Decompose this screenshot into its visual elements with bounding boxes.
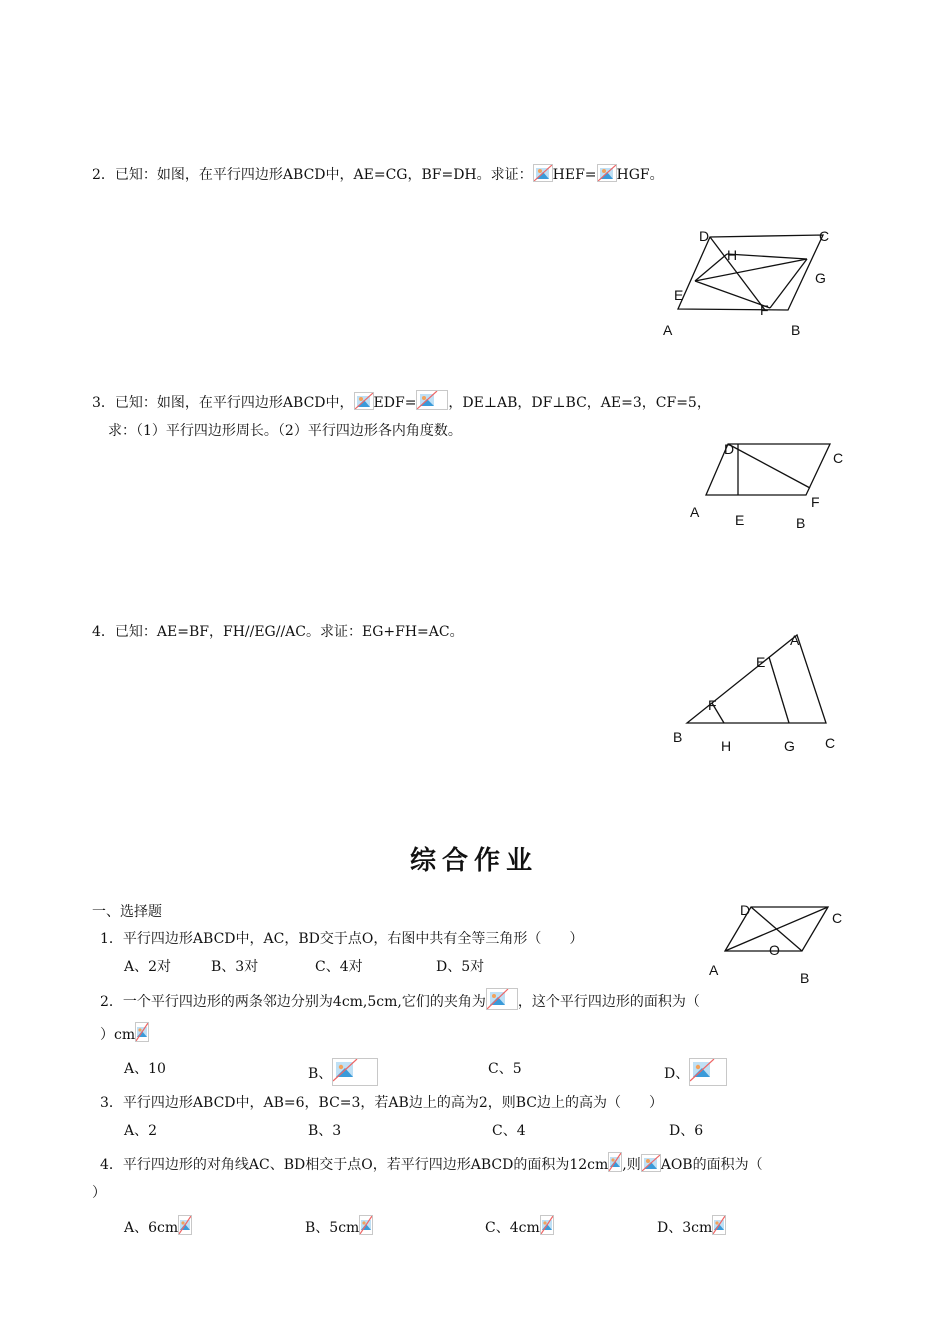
broken-image-icon [135,1022,149,1042]
question-4-option-d-label: D、3cm [657,1220,713,1236]
broken-image-icon [332,1058,378,1086]
problem-3-angle-edf: EDF= [373,395,417,411]
question-2-option-b-label: B、 [308,1066,333,1082]
question-2-option-b[interactable] [308,1058,378,1086]
problem-2-text [92,164,664,184]
label-b: B [796,515,806,531]
question-4-option-a-label: A、6cm [124,1220,179,1236]
section-title: 综合作业 [410,846,539,876]
question-2-option-c[interactable]: C、5 [488,1061,522,1077]
broken-image-icon [608,1152,622,1172]
question-4-option-b[interactable] [305,1215,373,1237]
label-h: H [727,247,738,263]
broken-image-icon [416,390,448,410]
broken-image-icon [486,988,518,1010]
label-c: C [825,735,836,751]
problem-4-text [92,623,464,641]
question-4-option-c[interactable] [485,1215,554,1237]
label-a: A [709,962,719,978]
problem-3-figure [680,435,850,535]
question-4-option-d[interactable] [657,1215,726,1237]
broken-image-icon [533,164,553,182]
label-b: B [800,970,810,986]
question-2-stem-line2 [100,1022,149,1044]
problem-4-statement: 已知：AE=BF，FH//EG//AC。求证：EG+FH=AC。 [114,624,464,640]
question-1-option-c[interactable]: C、4对 [315,959,363,975]
label-e: E [674,287,684,303]
label-b: B [791,322,801,338]
question-1-option-d[interactable]: D、5对 [436,959,485,975]
broken-image-icon [712,1215,726,1235]
label-h: H [721,738,732,754]
broken-image-icon [641,1154,661,1172]
question-3-option-d[interactable]: D、6 [669,1123,704,1139]
question-2-option-d[interactable] [664,1058,727,1086]
question-2-stem-part-b: ，这个平行四边形的面积为（ [517,994,700,1010]
broken-image-icon [689,1058,727,1086]
label-a: A [790,632,800,648]
problem-3-conditions: ，DE⊥AB，DF⊥BC，AE=3，CF=5， [448,395,711,411]
question-4-stem [100,1152,763,1174]
label-e: E [756,654,766,670]
label-d: D [724,441,735,457]
problem-2-figure [655,222,835,347]
broken-image-icon [359,1215,373,1235]
label-f: F [811,494,820,510]
question-3-option-b[interactable]: B、3 [308,1123,342,1139]
question-2-option-d-label: D、 [664,1066,690,1082]
question-3-option-a[interactable]: A、2 [124,1123,158,1139]
question-4-stem-line2: ） [92,1185,106,1201]
question-4-stem-part-a: 4．平行四边形的对角线AC、BD相交于点O，若平行四边形ABCD的面积为12cm [100,1157,609,1173]
question-4-stem-part-c: AOB的面积为（ [660,1157,763,1173]
problem-2-angle-hef: HEF= [552,167,597,183]
question-4-option-b-label: B、5cm [305,1220,360,1236]
question-3-option-c[interactable]: C、4 [492,1123,526,1139]
question-4-stem-part-b: ,则 [622,1157,641,1173]
problem-2-number: 2． [92,167,115,183]
question-2-stem-part-c: ）cm [100,1027,136,1043]
label-o: O [769,942,780,958]
question-1-option-a[interactable]: A、2对 [124,959,172,975]
label-f: F [760,302,769,318]
problem-3-question: 求：（1）平行四边形周长。（2）平行四边形各内角度数。 [108,423,462,439]
section-heading: 一、选择题 [92,904,162,920]
label-a: A [690,504,700,520]
label-c: C [833,450,844,466]
problem-2-angle-hgf: HGF。 [616,167,664,183]
label-b: B [673,729,683,745]
problem-2-statement: 已知：如图，在平行四边形ABCD中，AE=CG，BF=DH。求证： [114,167,533,183]
problem-3-text [92,390,711,412]
label-a: A [663,322,673,338]
label-g: G [815,270,826,286]
question-3-stem: 3．平行四边形ABCD中，AB=6，BC=3，若AB边上的高为2，则BC边上的高为（ ） [100,1095,663,1111]
broken-image-icon [540,1215,554,1235]
label-d: D [699,228,710,244]
label-c: C [832,910,843,926]
broken-image-icon [597,164,617,182]
label-c: C [819,228,830,244]
question-4-option-c-label: C、4cm [485,1220,540,1236]
label-d: D [740,902,751,918]
question-1-option-b[interactable]: B、3对 [211,959,259,975]
question-2-option-a[interactable]: A、10 [124,1061,166,1077]
broken-image-icon [354,392,374,410]
problem-3-number: 3． [92,395,115,411]
question-1-stem: 1．平行四边形ABCD中，AC，BD交于点O，右图中共有全等三角形（ ） [100,931,584,947]
broken-image-icon [178,1215,192,1235]
problem-4-figure [665,628,845,758]
question-2-stem [100,988,700,1011]
label-e: E [735,512,745,528]
label-g: G [784,738,795,754]
label-f: F [708,697,717,713]
question-4-option-a[interactable] [124,1215,192,1237]
problem-3-statement: 已知：如图，在平行四边形ABCD中， [114,395,354,411]
problem-4-number: 4． [92,624,115,640]
question-2-stem-part-a: 2．一个平行四边形的两条邻边分别为4cm,5cm,它们的夹角为 [100,994,486,1010]
section-figure [700,895,850,990]
